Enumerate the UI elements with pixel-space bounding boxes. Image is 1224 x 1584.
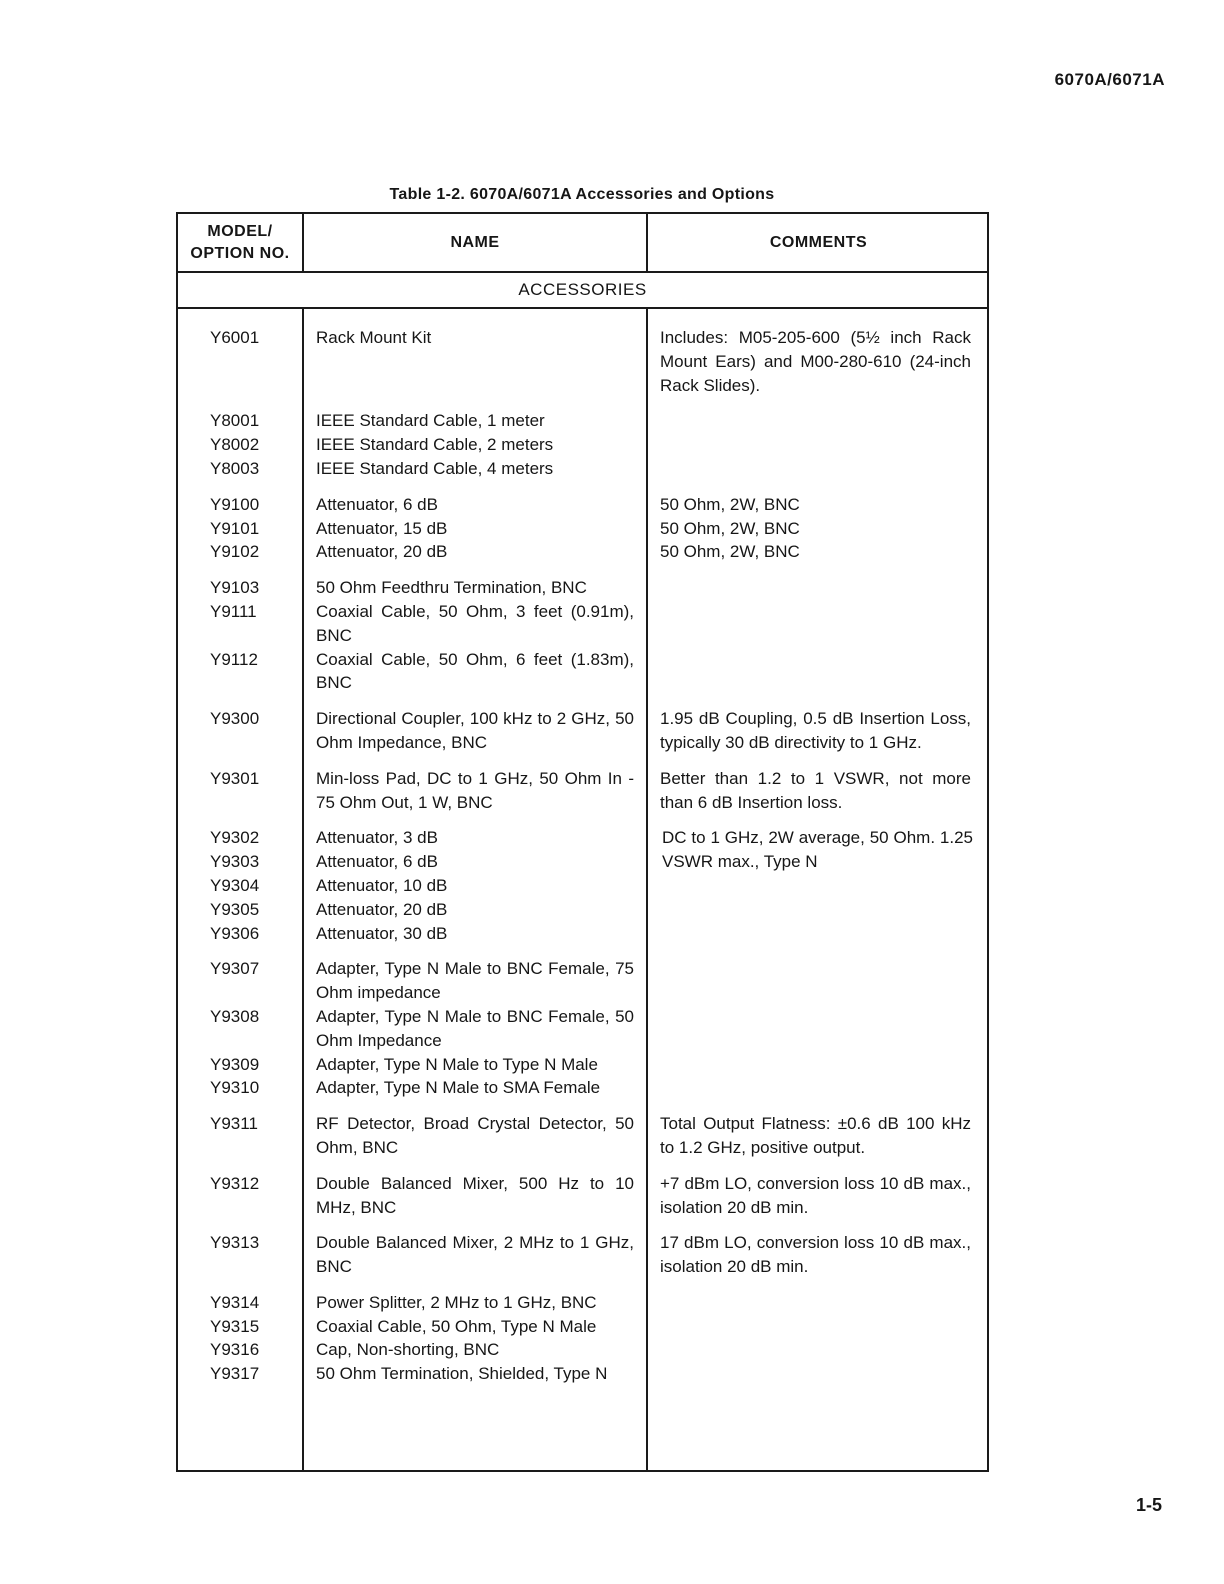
comment-cell (646, 898, 987, 922)
table-row (178, 1338, 987, 1362)
row-group (178, 326, 987, 397)
name-cell: 50 Ohm Termination, Shielded, Type N (316, 1364, 608, 1384)
table-row (178, 326, 987, 397)
comment-cell: 50 Ohm, 2W, BNC (660, 518, 800, 538)
model-cell: Y8002 (210, 435, 260, 455)
model-cell: Y9310 (210, 1078, 260, 1098)
comment-cell (646, 1291, 987, 1315)
table-row (178, 517, 987, 541)
name-cell: Directional Coupler, 100 kHz to 2 GHz, 50 Ohm Impedance, BNC (316, 709, 634, 752)
model-cell: Y9301 (210, 768, 260, 788)
name-cell: RF Detector, Broad Crystal Detector, 50 Ohm, BNC (316, 1114, 634, 1157)
comment-cell: 17 dBm LO, conversion loss 10 dB max., isolation 20 dB min. (660, 1233, 971, 1277)
model-cell: Y9316 (210, 1340, 260, 1360)
model-cell: Y9111 (210, 601, 257, 621)
name-cell: Adapter, Type N Male to SMA Female (316, 1078, 601, 1098)
name-cell: Attenuator, 20 dB (316, 899, 448, 919)
model-cell: Y9308 (210, 1006, 260, 1026)
comment-cell: 50 Ohm, 2W, BNC (660, 494, 800, 514)
table-row (178, 922, 987, 946)
model-cell: Y9304 (210, 875, 260, 895)
comment-cell (646, 1362, 987, 1386)
name-cell: Attenuator, 6 dB (316, 494, 438, 514)
model-cell: Y9307 (210, 959, 260, 979)
model-cell: Y9311 (210, 1114, 258, 1134)
model-cell: Y6001 (210, 328, 260, 347)
table-row (178, 457, 987, 481)
name-cell: Attenuator, 30 dB (316, 923, 448, 943)
table-row (178, 1315, 987, 1339)
comment-cell (646, 922, 987, 946)
page-number: 1-5 (1135, 1495, 1162, 1515)
comment-cell (646, 874, 987, 898)
row-group (178, 409, 987, 480)
comment-cell: Total Output Flatness: ±0.6 dB 100 kHz to 1.2 GHz, positive output. (660, 1114, 971, 1157)
model-cell: Y8001 (210, 411, 260, 431)
table-row (178, 707, 987, 755)
table-row (178, 1231, 987, 1279)
table-row (178, 767, 987, 815)
table-row (178, 648, 987, 696)
table-row (178, 600, 987, 648)
table-row (178, 957, 987, 1005)
table-row (178, 1172, 987, 1220)
name-cell: Rack Mount Kit (316, 328, 432, 347)
comment-cell: 1.95 dB Coupling, 0.5 dB Insertion Loss, typically 30 dB directivity to 1 GHz. (660, 709, 971, 752)
model-cell: Y9300 (210, 709, 260, 729)
accessories-table (176, 212, 989, 1472)
name-cell: Cap, Non-shorting, BNC (316, 1340, 500, 1360)
row-group (178, 767, 987, 815)
table-row (178, 540, 987, 564)
name-cell: Double Balanced Mixer, 2 MHz to 1 GHz, BNC (316, 1233, 634, 1277)
document-id: 6070A/6071A (1054, 70, 1165, 89)
table-caption: Table 1-2. 6070A/6071A Accessories and Options (389, 186, 775, 203)
table-row (178, 1112, 987, 1160)
table-row (178, 1005, 987, 1053)
comment-cell (646, 457, 987, 481)
model-cell: Y9314 (210, 1292, 260, 1312)
model-cell: Y9103 (210, 578, 260, 598)
table-body (178, 326, 987, 1398)
model-cell: Y9112 (210, 649, 258, 669)
model-cell: Y9305 (210, 899, 260, 919)
model-cell: Y9309 (210, 1054, 260, 1074)
table-row (178, 1291, 987, 1315)
row-group (178, 576, 987, 695)
comment-cell (646, 1005, 987, 1053)
comment-cell (646, 433, 987, 457)
name-cell: IEEE Standard Cable, 4 meters (316, 458, 554, 478)
table-row (178, 409, 987, 433)
name-cell: Coaxial Cable, 50 Ohm, 3 feet (0.91m), BNC (316, 601, 634, 645)
comment-cell (646, 1315, 987, 1339)
header-comments: COMMENTS (769, 233, 868, 251)
row-divider (178, 307, 987, 309)
section-label: ACCESSORIES (178, 273, 987, 307)
table-row (178, 1053, 987, 1077)
name-cell: IEEE Standard Cable, 2 meters (316, 435, 554, 455)
comment-cell (646, 409, 987, 433)
name-cell: 50 Ohm Feedthru Termination, BNC (316, 578, 587, 598)
comment-cell (646, 1076, 987, 1100)
row-group (178, 1291, 987, 1386)
table-row (178, 576, 987, 600)
row-group (178, 707, 987, 755)
name-cell: Adapter, Type N Male to BNC Female, 50 Ohm Impedance (316, 1006, 634, 1050)
comment-cell (646, 576, 987, 600)
name-cell: Adapter, Type N Male to Type N Male (316, 1054, 598, 1074)
name-cell: Attenuator, 10 dB (316, 875, 448, 895)
table-row (178, 1362, 987, 1386)
model-cell: Y9313 (210, 1233, 260, 1253)
comment-cell (646, 1338, 987, 1362)
comment-cell (646, 600, 987, 648)
model-cell: Y9102 (210, 542, 260, 562)
row-group (178, 1231, 987, 1279)
group-comment: DC to 1 GHz, 2W average, 50 Ohm. 1.25 VSWR max., Type N (662, 828, 973, 872)
row-group (178, 1172, 987, 1220)
comment-cell (646, 648, 987, 696)
comment-cell: Includes: M05-205-600 (5½ inch Rack Mount Ears) and M00-280-610 (24-inch Rack Slides). (660, 328, 971, 395)
comment-cell (646, 957, 987, 1005)
model-cell: Y9101 (210, 518, 260, 538)
name-cell: Attenuator, 6 dB (316, 852, 438, 872)
name-cell: Coaxial Cable, 50 Ohm, Type N Male (316, 1316, 597, 1336)
name-cell: Attenuator, 3 dB (316, 828, 438, 848)
header-name: NAME (450, 233, 500, 251)
table-row (178, 433, 987, 457)
comment-cell: +7 dBm LO, conversion loss 10 dB max., isolation 20 dB min. (660, 1173, 971, 1217)
name-cell: Min-loss Pad, DC to 1 GHz, 50 Ohm In - 75 Ohm Out, 1 W, BNC (316, 768, 634, 812)
name-cell: Power Splitter, 2 MHz to 1 GHz, BNC (316, 1292, 597, 1312)
model-cell: Y9306 (210, 923, 260, 943)
name-cell: Adapter, Type N Male to BNC Female, 75 Ohm impedance (316, 959, 634, 1003)
table-row (178, 493, 987, 517)
model-cell: Y9302 (210, 828, 260, 848)
table-row (178, 1076, 987, 1100)
row-group (178, 957, 987, 1100)
name-cell: Attenuator, 20 dB (316, 542, 448, 562)
model-cell: Y8003 (210, 458, 260, 478)
name-cell: Double Balanced Mixer, 500 Hz to 10 MHz, BNC (316, 1173, 634, 1217)
model-cell: Y9312 (210, 1173, 260, 1193)
row-group (178, 1112, 987, 1160)
table-row (178, 874, 987, 898)
row-group (178, 826, 987, 945)
model-cell: Y9315 (210, 1316, 260, 1336)
comment-cell (646, 1053, 987, 1077)
comment-cell: Better than 1.2 to 1 VSWR, not more than 6 dB Insertion loss. (660, 768, 971, 812)
name-cell: IEEE Standard Cable, 1 meter (316, 411, 545, 431)
model-cell: Y9100 (210, 494, 260, 514)
model-cell: Y9303 (210, 852, 260, 872)
table-row (178, 898, 987, 922)
row-group (178, 493, 987, 564)
name-cell: Attenuator, 15 dB (316, 518, 448, 538)
comment-cell: 50 Ohm, 2W, BNC (660, 542, 800, 562)
model-cell: Y9317 (210, 1364, 260, 1384)
name-cell: Coaxial Cable, 50 Ohm, 6 feet (1.83m), BNC (316, 649, 634, 693)
header-model: MODEL/ OPTION NO. (190, 222, 290, 262)
